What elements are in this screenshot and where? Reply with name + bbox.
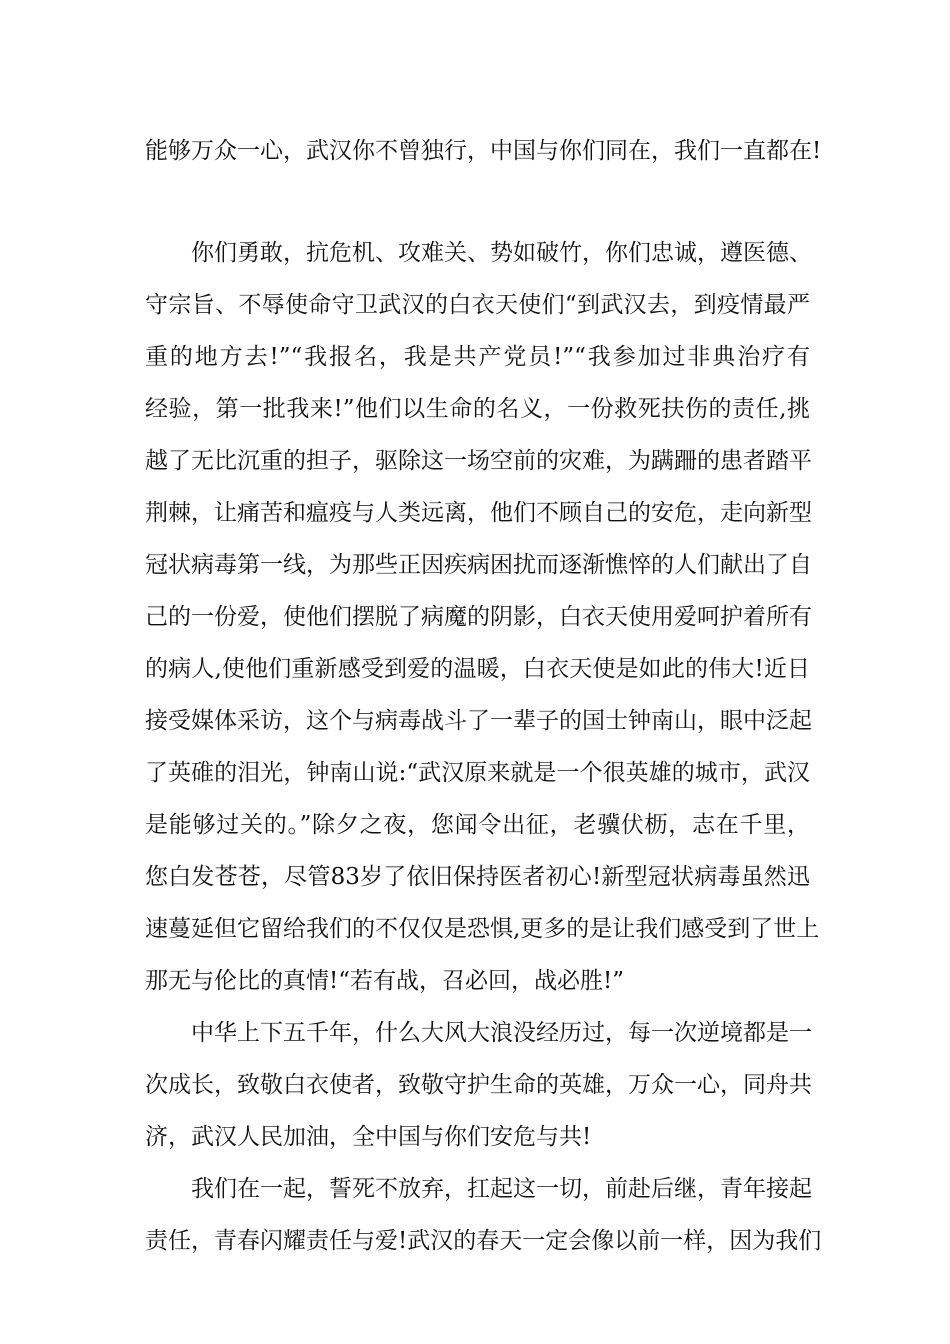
text-line: 您白发苍苍，尽管83岁了依旧保持医者初心!新型冠状病毒虽然迅 <box>145 864 810 890</box>
text-line: 次成长，致敬白衣使者，致敬守护生命的英雄，万众一心，同舟共 <box>145 1072 812 1098</box>
text-line: 中华上下五千年，什么大风大浪没经历过，每一次逆境都是一 <box>191 1020 812 1046</box>
text-line: 经验，第一批我来!”他们以生命的名义，一份救死扶伤的责任,挑 <box>145 396 810 422</box>
text-line: 那无与伦比的真情!“若有战，召必回，战必胜!” <box>145 968 625 994</box>
text-line: 我们在一起，誓死不放弃，扛起这一切，前赴后继，青年接起 <box>191 1176 812 1202</box>
text-line: 了英碓的泪光，钟南山说:“武汉原来就是一个很英雄的城市，武汉 <box>145 760 810 786</box>
text-line: 责任，青春闪耀责任与爱!武汉的春天一定会像以前一样，因为我们 <box>145 1228 822 1254</box>
text-line: 能够万众一心，武汉你不曾独行，中国与你们同在，我们一直都在! <box>145 138 822 164</box>
text-line: 越了无比沉重的担子，驱除这一场空前的灾难，为蹒跚的患者踏平 <box>145 448 812 474</box>
text-line: 接受媒体采访，这个与病毒战斗了一辈子的国士钟南山，眼中泛起 <box>145 708 812 734</box>
text-line: 的病人,使他们重新感受到爱的温暖，白衣天使是如此的伟大!近日 <box>145 656 810 682</box>
text-line: 冠状病毒第一线，为那些正因疾病困扰而逐渐憔悴的人们献出了自 <box>145 552 812 578</box>
text-line: 速蔓延但它留给我们的不仅仅是恐惧,更多的是让我们感受到了世上 <box>145 916 820 942</box>
text-line: 重的地方去!”“我报名，我是共产党员!”“我参加过非典治疗有 <box>145 344 810 370</box>
text-line: 你们勇敢，抗危机、攻难关、势如破竹，你们忠诚，遵医德、 <box>191 240 812 266</box>
text-line: 己的一份爱，使他们摆脱了病魔的阴影，白衣天使用爱呵护着所有 <box>145 604 812 630</box>
text-line: 济，武汉人民加油，全中国与你们安危与共! <box>145 1124 592 1150</box>
text-line: 是能够过关的。”除夕之夜，您闻令出征，老骥伏枥，志在千里， <box>145 812 810 838</box>
text-line: 荆棘，让痛苦和瘟疫与人类远离，他们不顾自己的安危，走向新型 <box>145 500 812 526</box>
text-line: 守宗旨、不辱使命守卫武汉的白衣天使们“到武汉去，到疫情最严 <box>145 292 810 318</box>
